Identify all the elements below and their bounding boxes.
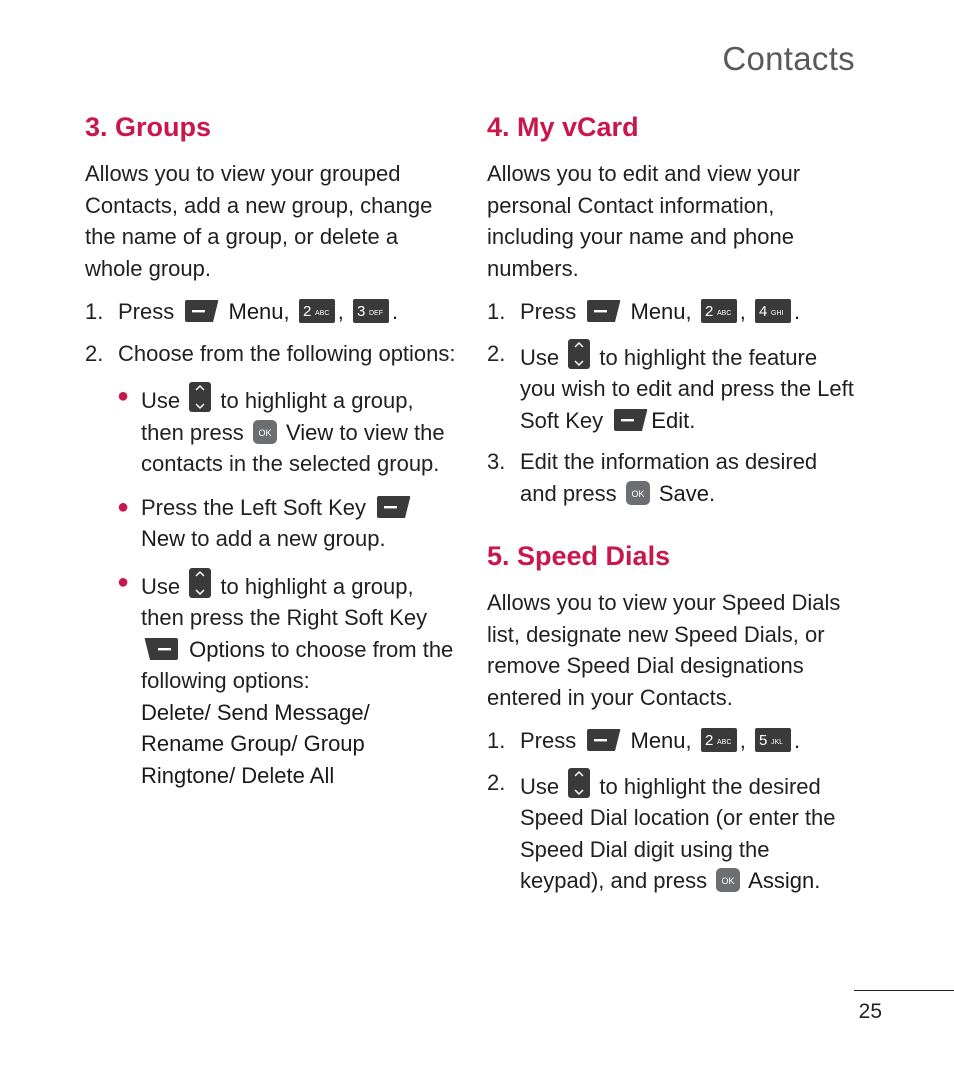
- svg-text:3: 3: [357, 303, 366, 320]
- groups-heading: 3. Groups: [85, 112, 212, 142]
- page-header-title: Contacts: [722, 40, 855, 77]
- vcard-heading: 4. My vCard: [487, 112, 639, 142]
- svg-text:5: 5: [759, 732, 768, 749]
- svg-text:ABC: ABC: [716, 310, 732, 317]
- vcard-step-3: 3. Edit the information as desired and press OK Save.: [487, 449, 818, 506]
- svg-text:DEF: DEF: [369, 310, 384, 317]
- speed-dials-intro: Allows you to view your Speed Dials list, designate new Speed Dials, or remove Speed Dial designations entered in your Contacts.: [487, 590, 841, 710]
- svg-text:OK: OK: [631, 488, 645, 499]
- ok-key-icon: [625, 480, 651, 506]
- key-2-abc-icon: [700, 298, 738, 324]
- left-soft-key-icon: [611, 407, 649, 433]
- vcard-step-2: 2. Use to highlight the feature you wish to edit and press the Left Soft Key Edit.: [487, 338, 857, 437]
- key-2-abc-icon: [700, 727, 738, 753]
- svg-text:OK: OK: [258, 427, 272, 438]
- svg-text:ABC: ABC: [314, 310, 330, 317]
- ok-key-icon: [715, 867, 741, 893]
- right-soft-key-icon: [143, 636, 181, 662]
- groups-section: [85, 112, 457, 791]
- speed-step-2: 2. Use to highlight the desired Speed Dial location (or enter the Speed Dial digit using the keypad), and press OK Assign.: [487, 767, 857, 897]
- svg-text:OK: OK: [721, 876, 735, 886]
- groups-step-2: 2. Choose from the following options:: [85, 340, 456, 366]
- vcard-step-1: 1. Press Menu, 2 ABC , 4 GHI .: [487, 299, 801, 324]
- nav-key-icon: [188, 567, 212, 599]
- groups-intro: Allows you to view your grouped Contacts, add a new group, change the name of a group, or delete a whole group.: [85, 161, 433, 281]
- vcard-section: [487, 112, 857, 897]
- groups-bullet-1: ● Use to highlight a group, then press OK View to view the contacts in the selected group.: [141, 381, 457, 480]
- left-soft-key-icon: [182, 298, 220, 324]
- vcard-intro: Allows you to edit and view your personal Contact information, including your name and phone numbers.: [487, 161, 801, 281]
- nav-key-icon: [567, 338, 591, 370]
- svg-text:2: 2: [704, 303, 714, 320]
- key-3-def-icon: [352, 298, 390, 324]
- nav-key-icon: [567, 767, 591, 799]
- svg-text:ABC: ABC: [716, 739, 732, 746]
- bullet-icon: ●: [117, 495, 130, 518]
- groups-bullet-2: ● Press the Left Soft Key New to add a new group.: [141, 492, 457, 555]
- ok-key-icon: [252, 419, 278, 445]
- speed-dials-heading: 5. Speed Dials: [487, 541, 671, 571]
- key-4-ghi-icon: [754, 298, 792, 324]
- nav-key-icon: [188, 381, 212, 413]
- svg-text:GHI: GHI: [771, 310, 784, 317]
- svg-text:2: 2: [302, 303, 312, 320]
- key-5-jkl-icon: [754, 727, 792, 753]
- svg-text:2: 2: [704, 732, 714, 749]
- bullet-icon: ●: [117, 570, 130, 593]
- key-2-abc-icon: [298, 298, 336, 324]
- svg-text:4: 4: [759, 303, 768, 320]
- left-soft-key-icon: [584, 727, 622, 753]
- svg-text:JKL: JKL: [771, 739, 784, 746]
- groups-step-1: 1. Press Menu, 2 ABC , 3 DEF .: [85, 299, 399, 324]
- groups-bullet-3: ● Use to highlight a group, then press the Right Soft Key Options to choose from the following options: Delete/ Send Message/ Rename Group/ Group Ringtone/ Delete All: [141, 567, 457, 792]
- left-soft-key-icon: [584, 298, 622, 324]
- bullet-icon: ●: [117, 385, 130, 407]
- speed-step-1: 1. Press Menu, 2 ABC , 5 JKL .: [487, 728, 801, 753]
- page-number: 25: [858, 1000, 882, 1023]
- left-soft-key-icon: [374, 494, 412, 520]
- footer-divider: [854, 990, 954, 991]
